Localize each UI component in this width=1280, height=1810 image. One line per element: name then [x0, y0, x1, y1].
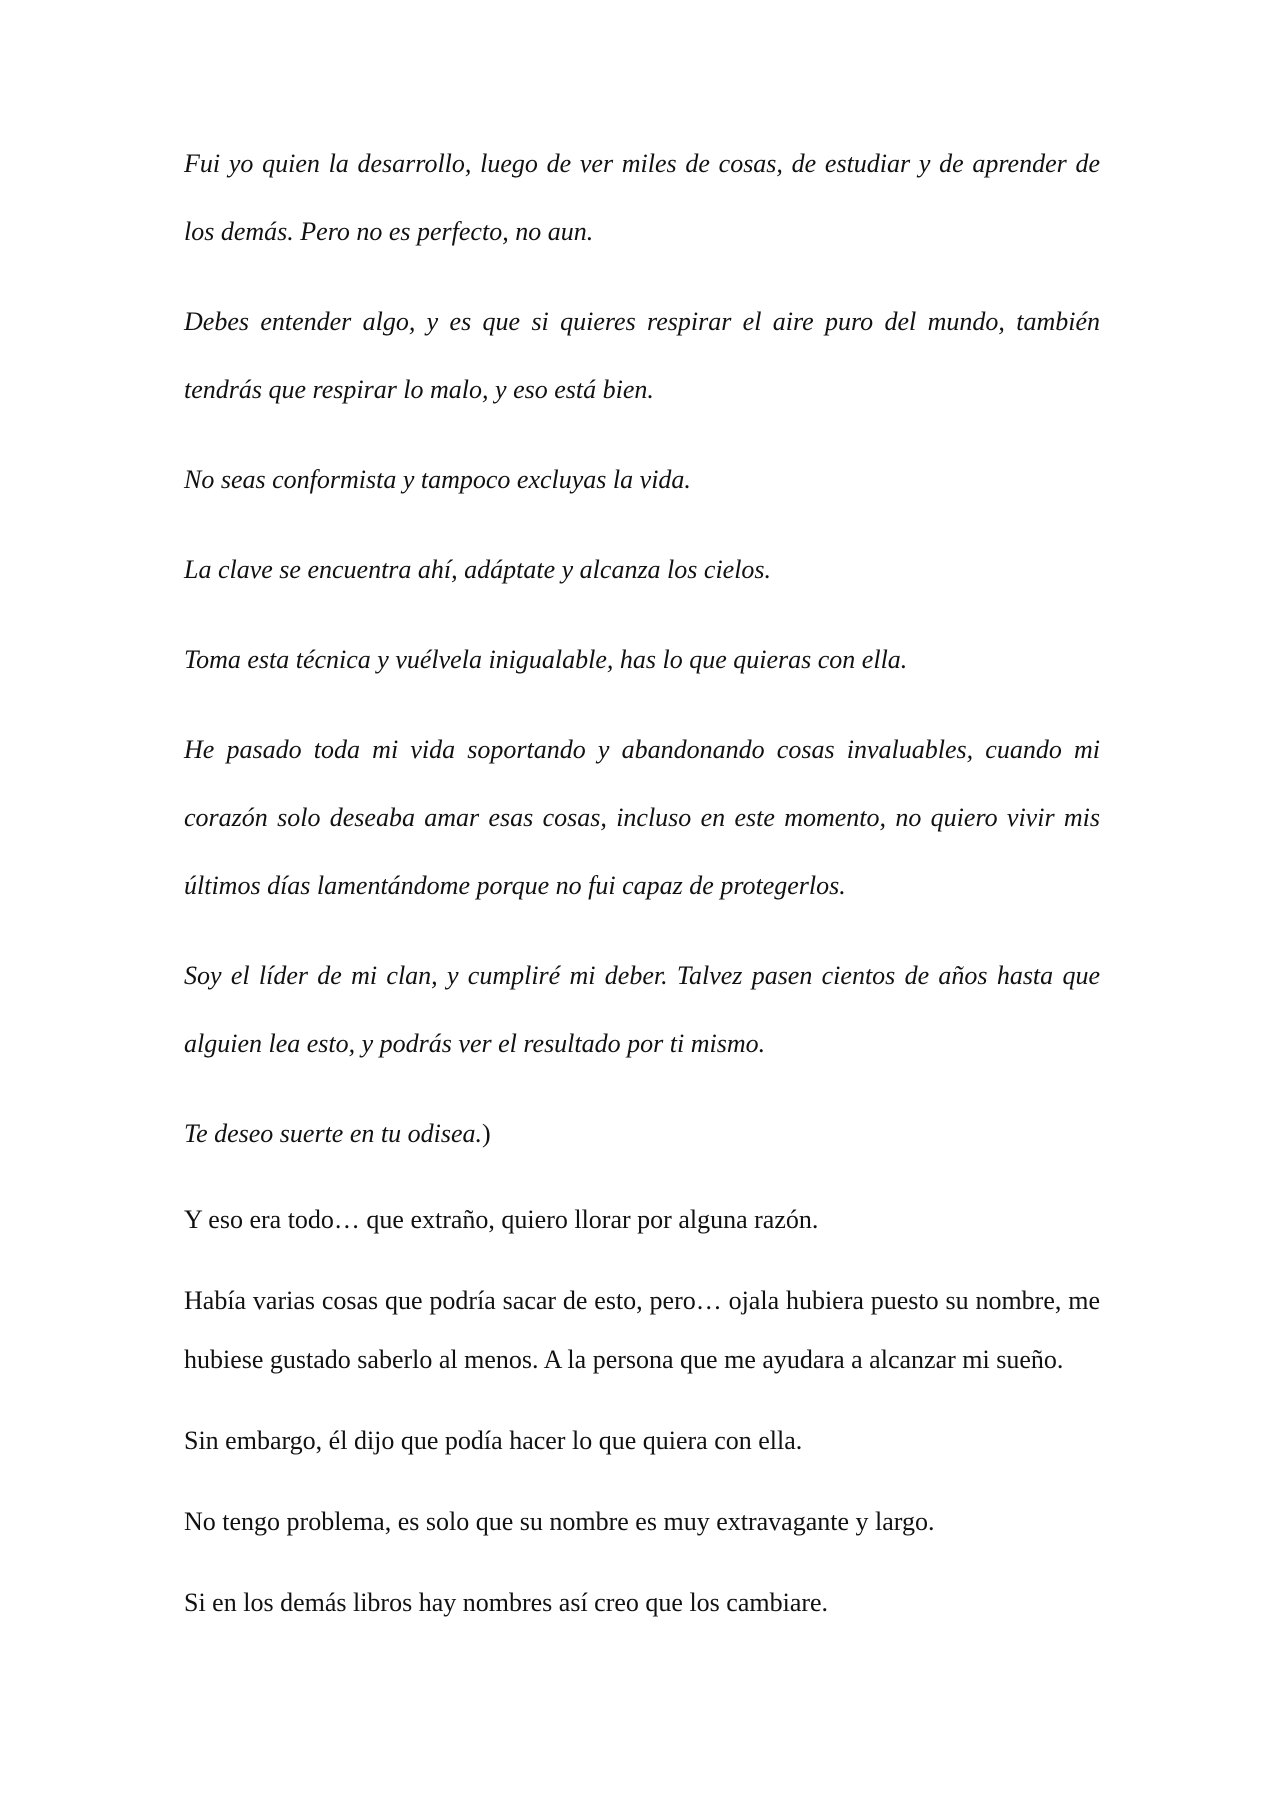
paragraph-italic-8 — [184, 1100, 1100, 1168]
paragraph-italic-5: Toma esta técnica y vuélvela inigualable, has lo que quieras con ella. — [184, 645, 908, 674]
paragraph-5: Si en los demás libros hay nombres así creo que los cambiare. — [184, 1588, 829, 1617]
paragraph-italic-7: Soy el líder de mi clan, y cumpliré mi deber. Talvez pasen cientos de años hasta que alguien lea esto, y podrás ver el resultado por ti mismo. — [184, 961, 1100, 1058]
paragraph-4: No tengo problema, es solo que su nombre es muy extravagante y largo. — [184, 1507, 935, 1536]
paragraph-italic-8-text: Te deseo suerte en tu odisea. — [184, 1119, 482, 1148]
paragraph-3: Sin embargo, él dijo que podía hacer lo que quiera con ella. — [184, 1426, 803, 1455]
paragraph-1: Y eso era todo… que extraño, quiero llorar por alguna razón. — [184, 1205, 819, 1234]
paragraph-italic-1: Fui yo quien la desarrollo, luego de ver miles de cosas, de estudiar y de aprender de los demás. Pero no es perfecto, no aun. — [184, 149, 1100, 246]
paragraph-italic-3: No seas conformista y tampoco excluyas la vida. — [184, 465, 691, 494]
body-text — [184, 148, 1100, 1632]
paragraph-italic-2: Debes entender algo, y es que si quieres respirar el aire puro del mundo, también tendrás que respirar lo malo, y eso está bien. — [184, 307, 1100, 404]
paragraph-italic-4: La clave se encuentra ahí, adáptate y alcanza los cielos. — [184, 555, 772, 584]
paragraph-2: Había varias cosas que podría sacar de esto, pero… ojala hubiera puesto su nombre, me hubiese gustado saberlo al menos. A la persona que me ayudara a alcanzar mi sueño. — [184, 1286, 1100, 1374]
closing-parenthesis: ) — [482, 1119, 491, 1148]
paragraph-italic-6: He pasado toda mi vida soportando y abandonando cosas invaluables, cuando mi corazón solo deseaba amar esas cosas, incluso en este momento, no quiero vivir mis últimos días lamentándome porque no fui capaz de protegerlos. — [184, 735, 1100, 900]
